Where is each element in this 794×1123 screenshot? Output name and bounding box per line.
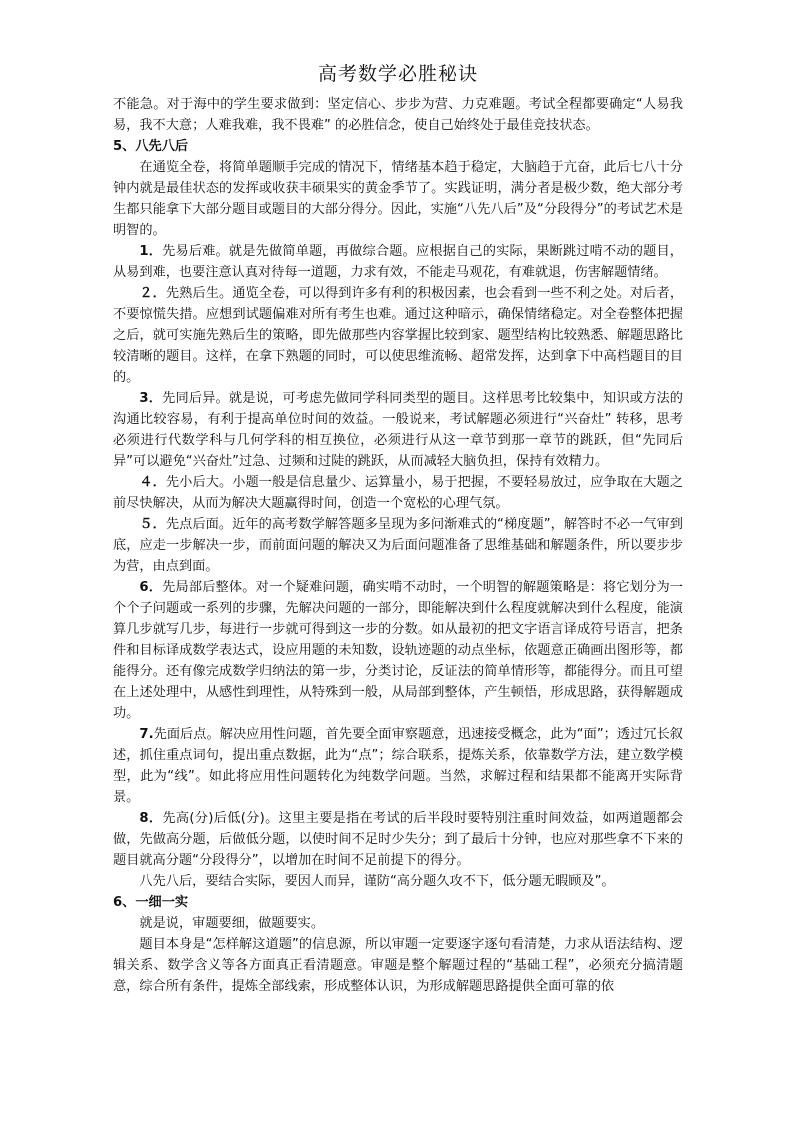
item-text: 先面后点。解决应用性问题，首先要全面审察题意，迅速接受概念，此为“面”；透过冗长叙述，抓住重点词句，提出重点数据，此为“点”；综合联系，提炼关系，依靠数学方法，建立数学模型，此为“线”。如此将应用性问题转化为纯数学问题。当然，求解过程和结果都不能离开实际背景。	[113, 727, 683, 805]
item-text: 先熟后生。通览全卷，可以得到许多有利的积极因素，也会看到一些不利之处。对后者，不要惊慌失措。应想到试题偏难对所有考生也难。通过这种暗示，确保情绪稳定。对全卷整体把握之后，就可实施先熟后生的策略，即先做那些内容掌握比较到家、题型结构比较熟悉、解题思路比较清晰的题目。这样，在拿下熟题的同时，可以使思维流畅、超常发挥，达到拿下中高档题目的目的。	[113, 286, 684, 385]
item-text: 先局部后整体。对一个疑难问题，确实啃不动时，一个明智的解题策略是：将它划分为一个个子问题或一系列的步骤，先解决问题的一部分，即能解决到什么程度就解决到什么程度，能演算几步就写几步，每进行一步就可得到这一步的分数。如从最初的把文字语言译成符号语言，把条件和目标译成数学表达式，设应用题的未知数，设轨迹题的动点坐标，依题意正确画出图形等，都能得分。还有像完成数学归纳法的第一步，分类讨论，反证法的简单情形等，都能得分。而且可望在上述处理中，从感性到理性，从特殊到一般，从局部到整体，产生顿悟，形成思路，获得解题成功。	[113, 580, 683, 721]
item-number: ２．	[139, 286, 166, 301]
page-title: 高考数学必胜秘诀	[317, 63, 478, 85]
intro-paragraph: 不能急。对于海中的学生要求做到：坚定信心、步步为营、力克难题。考试全程都要确定“人易我易，我不大意；人难我难，我不畏难” 的必胜信念，使自己始终处于最佳竞技状态。	[113, 97, 683, 133]
item-3	[113, 388, 683, 472]
item-4	[113, 472, 683, 514]
item-number: 1．	[139, 244, 163, 259]
item-number: ４．	[139, 475, 166, 490]
item-text: 先易后难。就是先做简单题，再做综合题。应根据自己的实际，果断跳过啃不动的题目，从易到难，也要注意认真对待每一道题，力求有效，不能走马观花，有难就退，伤害解题情绪。	[113, 244, 683, 280]
item-number: ５．	[139, 517, 166, 532]
section-5-closing: 八先八后，要结合实际，要因人而异，谨防“高分题久攻不下，低分题无暇顾及”。	[139, 874, 615, 889]
item-text: 先点后面。近年的高考数学解答题多呈现为多问渐难式的“梯度题”，解答时不必一气审到底，应走一步解决一步，而前面问题的解决又为后面问题准备了思维基础和解题条件，所以要步步为营，由点到面。	[113, 517, 683, 574]
item-number: 8．	[139, 811, 163, 826]
section-5-heading: 5、八先八后	[113, 139, 189, 154]
item-text: 先同后异。就是说，可考虑先做同学科同类型的题目。这样思考比较集中，知识或方法的沟通比较容易，有利于提高单位时间的效益。一般说来，考试解题必须进行“兴奋灶” 转移，思考必须进行代数学科与几何学科的相互换位，必须进行从这一章节到那一章节的跳跃，但“先同后异”可以避免“兴奋灶”过急、过频和过陡的跳跃，从而减轻大脑负担，保持有效精力。	[113, 391, 683, 469]
item-8	[113, 808, 683, 871]
item-number: 6．	[139, 580, 163, 595]
section-6-paragraph-1: 就是说，审题要细，做题要实。	[139, 916, 325, 931]
item-7	[113, 724, 683, 808]
section-6-heading: 6、一细一实	[113, 895, 189, 910]
item-5	[113, 514, 683, 577]
item-text: 先高(分)后低(分)。这里主要是指在考试的后半段时要特别注重时间效益，如两道题都会做，先做高分题，后做低分题，以使时间不足时少失分；到了最后十分钟，也应对那些拿不下来的题目就高分题“分段得分”，以增加在时间不足前提下的得分。	[113, 811, 684, 868]
item-number: 3．	[139, 391, 163, 406]
section-5-lead: 在通览全卷，将简单题顺手完成的情况下，情绪基本趋于稳定，大脑趋于亢奋，此后七八十分钟内就是最佳状态的发挥或收获丰硕果实的黄金季节了。实践证明，满分者是极少数，绝大部分考生都只能拿下大部分题目或题目的大部分得分。因此，实施“八先八后”及“分段得分”的考试艺术是明智的。	[113, 160, 683, 238]
item-number: 7.	[139, 727, 154, 742]
document-page	[113, 60, 683, 997]
item-text: 先小后大。小题一般是信息量少、运算量小，易于把握，不要轻易放过，应争取在大题之前尽快解决，从而为解决大题赢得时间，创造一个宽松的心理气氛。	[113, 475, 684, 511]
item-1	[113, 241, 683, 283]
item-6	[113, 577, 683, 724]
section-6-paragraph-2: 题目本身是“怎样解这道题”的信息源，所以审题一定要逐字逐句看清楚，力求从语法结构、逻辑关系、数学含义等各方面真正看清题意。审题是整个解题过程的“基础工程”，必须充分搞清题意，综合所有条件，提炼全部线索，形成整体认识，为形成解题思路提供全面可靠的依	[113, 937, 683, 994]
item-2	[113, 283, 683, 388]
